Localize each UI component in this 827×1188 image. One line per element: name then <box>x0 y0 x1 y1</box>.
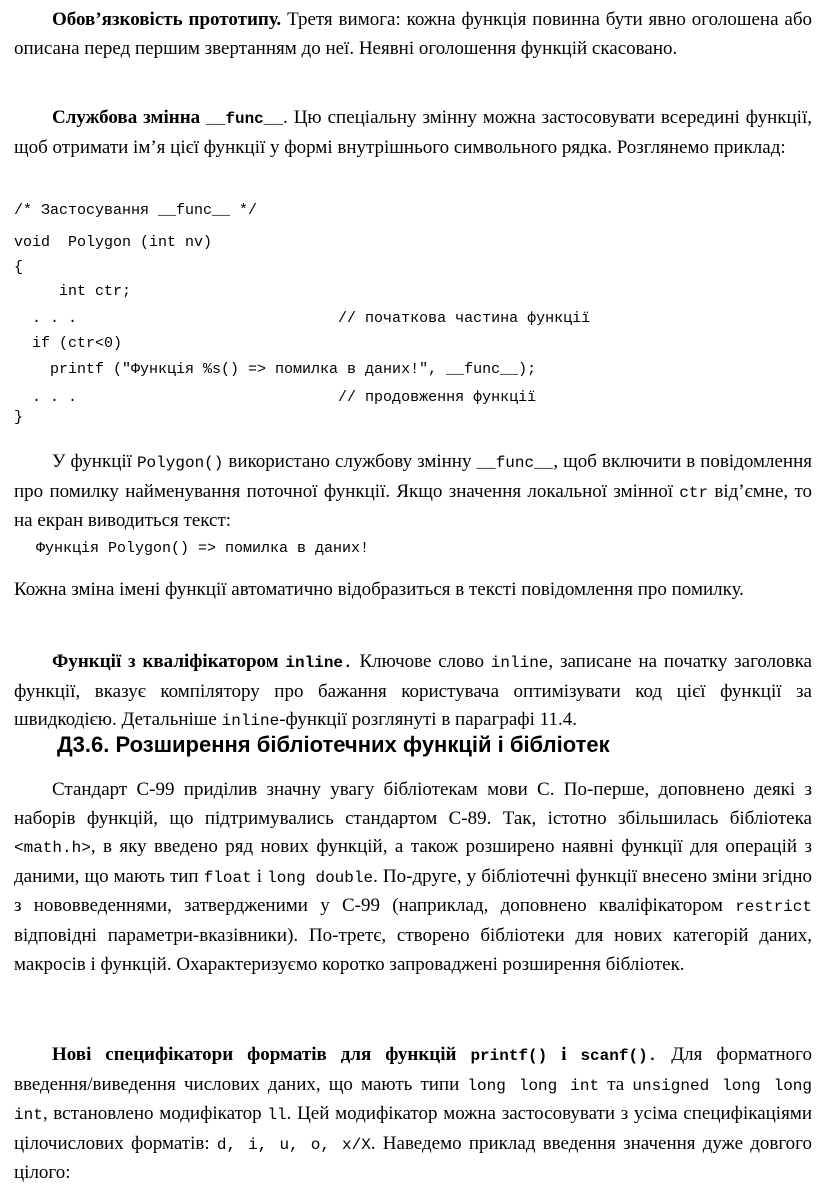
text-run: Кожна зміна імені функції автоматично відобразиться в тексті повідомлення про помилку. <box>14 579 744 600</box>
code-term: inline. <box>285 654 353 672</box>
text-run: Для форматного введення/виведення числових даних, що мають типи <box>14 1044 813 1095</box>
text-run: , записане на початку заголовка функції, вказує компілятору про бажання користувача оптимізувати код цієї функції за швидкодією. Детальніше <box>14 651 812 731</box>
code-term: float <box>203 868 252 887</box>
code-term: unsigned long long int <box>14 1076 813 1125</box>
text-run: , щоб включити в повідомлення про помилку найменування поточної функції. Якщо значення локальної змінної <box>14 451 812 502</box>
text-run: Стандарт С-99 приділив значну увагу бібліотекам мови С. По-перше, доповнено деякі з наборів функцій, що підтримувались стандартом С-89. Так, істотно збільшилась бібліотека <box>14 779 812 829</box>
text-run: У функції <box>52 451 137 472</box>
paragraph-func-variable <box>14 104 812 162</box>
bold-term: Функції з кваліфікатором <box>52 651 286 672</box>
code-term: ctr <box>679 483 709 502</box>
code-term: __func__ <box>476 454 554 472</box>
text-run: , встановлено модифікатор <box>42 1103 268 1125</box>
bold-term: і <box>547 1044 581 1065</box>
text-run: . Цей модифікатор можна застосовувати з усіма специфікаціями цілочислових форматів: <box>14 1103 813 1154</box>
code-term: inline <box>490 654 549 672</box>
text-run: . По-друге, у бібліотечні функції внесено зміни згідно з нововведеннями, затвердженими у С-99 (наприклад, доповнено кваліфікатором <box>14 865 813 917</box>
code-term: ll <box>267 1106 287 1125</box>
section-heading: Д3.6. Розширення бібліотечних функцій і бібліотек <box>57 732 610 757</box>
code-term: d, i, u, o, x/X <box>216 1135 371 1154</box>
paragraph-polygon <box>14 448 812 536</box>
code-term: printf() <box>470 1047 548 1065</box>
text-run: Ключове слово <box>352 651 491 672</box>
text-run: -функції розглянуті в параграфі 11.4. <box>279 709 577 731</box>
paragraph-format-specifiers <box>14 1041 812 1188</box>
code-term: long long int <box>467 1076 600 1095</box>
paragraph-inline <box>14 648 812 736</box>
bold-term: Нові специфікатори форматів для функцій <box>52 1044 471 1065</box>
bold-term: Обов’язковість прототипу. <box>52 9 282 30</box>
paragraph-rename <box>14 576 812 605</box>
bold-term: Службова змінна <box>52 107 207 128</box>
text-run: використано службову змінну <box>223 451 477 472</box>
text-run: і <box>251 865 268 887</box>
text-run: . Цю спеціальну змінну можна застосовувати всередині функції, щоб отримати ім’я цієї функції у формі внутрішнього символьного рядка. Розглянемо приклад: <box>14 107 812 158</box>
code-term: Polygon() <box>136 454 224 472</box>
code-term: inline <box>221 712 280 731</box>
text-run: та <box>599 1073 633 1095</box>
paragraph-prototype <box>14 6 812 63</box>
code-term: long double <box>267 868 374 887</box>
text-run: Третя вимога: кожна функція повинна бути явно оголошена або описана перед першим звертанням до неї. Неявні оголошення функцій скасовано. <box>14 9 812 59</box>
code-term: restrict <box>735 898 812 917</box>
paragraph-c99-libraries <box>14 776 812 979</box>
code-term: scanf(). <box>580 1047 658 1065</box>
text-run: . Наведемо приклад введення значення дуже довгого цілого: <box>14 1132 813 1184</box>
text-run: від’ємне, то на екран виводиться текст: <box>14 480 813 532</box>
code-term: __func__ <box>206 110 283 128</box>
code-term: <math.h> <box>14 839 91 858</box>
text-run: відповідні параметри-вказівники). По-третє, створено бібліотеки для нових категорій даних, макросів і функцій. Охарактеризуємо коротко запроваджені розширення бібліотек. <box>14 924 812 975</box>
text-run: , в яку введено ряд нових функцій, а також розширено наявні функції для операцій з даними, що мають тип <box>14 836 812 887</box>
